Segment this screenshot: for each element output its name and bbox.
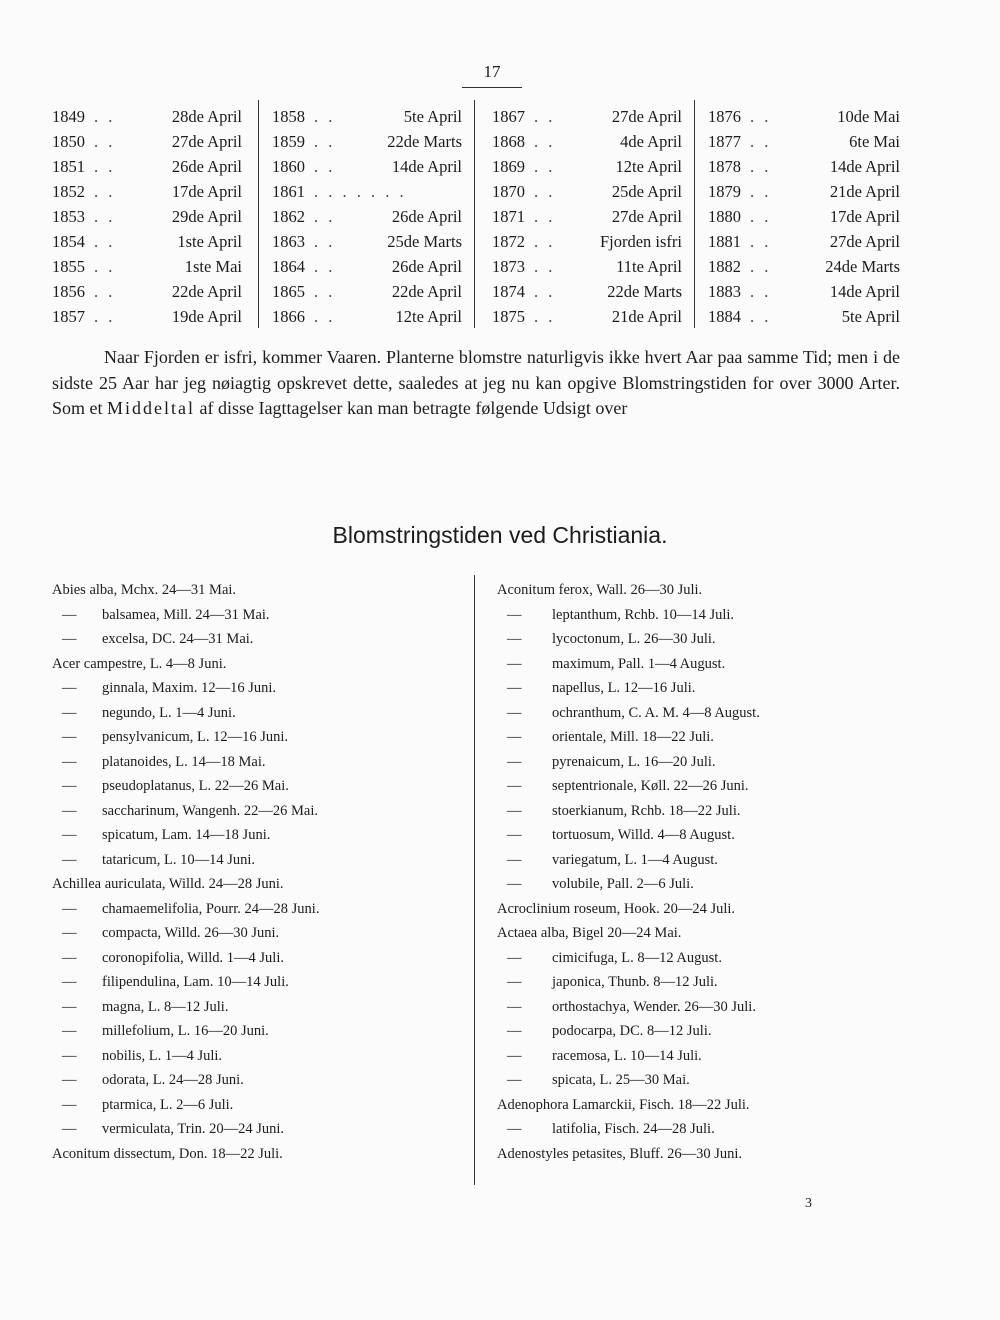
species-entry [52, 578, 462, 603]
species-text: negundo, L. 1—4 Juni. [102, 704, 236, 721]
year: 1881 [708, 232, 741, 251]
species-text: odorata, L. 24—28 Juni. [102, 1072, 244, 1088]
ditto-dash: — [507, 729, 522, 745]
species-entry [497, 970, 907, 995]
year: 1883 [708, 282, 741, 301]
year-row [272, 204, 462, 229]
species-text: nobilis, L. 1—4 Juli. [102, 1047, 223, 1064]
year: 1872 [492, 232, 525, 251]
year-row [272, 254, 462, 279]
ice-free-date: 14de April [391, 157, 462, 176]
species-entry [497, 921, 907, 946]
year: 1855 [52, 257, 85, 276]
species-text: millefolium, L. 16—20 Juni. [102, 1023, 269, 1039]
ditto-dash: — [62, 802, 77, 819]
species-entry [52, 848, 462, 873]
leader-dots: . . [94, 257, 116, 276]
column-divider [474, 575, 475, 1185]
species-entry [497, 1019, 907, 1044]
leader-dots: . . [314, 232, 336, 251]
ditto-dash: — [507, 974, 522, 990]
ditto-dash: — [62, 949, 77, 966]
year-row [272, 179, 462, 204]
species-entry [52, 921, 462, 946]
species-text: maximum, Pall. 1—4 August. [552, 655, 726, 672]
leader-dots: . . [314, 157, 336, 176]
species-entry [497, 872, 907, 897]
ice-free-date: 22de Marts [387, 132, 462, 151]
leader-dots: . . [750, 207, 772, 226]
species-text: orientale, Mill. 18—22 Juli. [552, 729, 714, 745]
year-row [52, 129, 242, 154]
ditto-dash: — [507, 1072, 522, 1088]
species-entry [52, 872, 462, 897]
ditto-dash: — [62, 704, 77, 721]
ice-free-date: 21de April [611, 307, 682, 326]
leader-dots: . . [750, 257, 772, 276]
leader-dots: . . [94, 232, 116, 251]
species-text: pseudoplatanus, L. 22—26 Mai. [102, 778, 289, 794]
year: 1861 [272, 182, 305, 201]
species-entry [52, 823, 462, 848]
leader-dots: . . [534, 232, 556, 251]
species-entry [497, 578, 907, 603]
leader-dots: . . [314, 282, 336, 301]
ice-free-date: 1ste April [177, 232, 242, 251]
species-text: variegatum, L. 1—4 August. [552, 851, 718, 868]
year-row [272, 154, 462, 179]
leader-dots: . . [534, 307, 556, 326]
species-entry [497, 603, 907, 628]
leader-dots: . . [314, 107, 336, 126]
ice-free-date: 27de April [611, 107, 682, 126]
leader-dots: . . [534, 107, 556, 126]
year-row [52, 104, 242, 129]
year: 1875 [492, 307, 525, 326]
column-divider [474, 100, 475, 328]
species-entry [52, 725, 462, 750]
ditto-dash: — [62, 1096, 77, 1113]
species-text: racemosa, L. 10—14 Juli. [552, 1047, 702, 1064]
year-row [272, 304, 462, 329]
year: 1870 [492, 182, 525, 201]
year-row [52, 154, 242, 179]
years-column-2 [272, 104, 462, 329]
ditto-dash: — [507, 1121, 522, 1137]
ice-free-date: 11te April [616, 257, 682, 276]
leader-dots: . . [750, 107, 772, 126]
leader-dots: . . [750, 132, 772, 151]
species-text: leptanthum, Rchb. 10—14 Juli. [552, 606, 735, 623]
species-text: balsamea, Mill. 24—31 Mai. [102, 606, 270, 623]
column-divider [694, 100, 695, 328]
species-entry [52, 701, 462, 726]
species-text: Aconitum ferox, Wall. 26—30 Juli. [497, 582, 703, 598]
ditto-dash: — [62, 729, 77, 745]
year-row [52, 229, 242, 254]
year: 1858 [272, 107, 305, 126]
species-text: compacta, Willd. 26—30 Juni. [102, 925, 280, 941]
year-row [52, 204, 242, 229]
leader-dots: . . [94, 107, 116, 126]
species-entry [52, 774, 462, 799]
year-row [272, 279, 462, 304]
year-row [492, 104, 682, 129]
ice-free-date: 29de April [171, 207, 242, 226]
year: 1868 [492, 132, 525, 151]
year-row [272, 229, 462, 254]
species-entry [52, 897, 462, 922]
species-text: septentrionale, Køll. 22—26 Juni. [552, 778, 749, 794]
ditto-dash: — [507, 704, 522, 721]
leader-dots: . . [314, 257, 336, 276]
years-column-3 [492, 104, 682, 329]
intro-text-a: Naar Fjorden er isfri, kommer Vaaren. Planterne blomstre naturligvis ikke hvert Aar paa samme Tid; men i de sidste 25 Aar har jeg nøiagtig opskrevet dette, saaledes at jeg nu kan opgive Blomstringstiden for over 3000 Arter. Som et [52, 347, 900, 418]
section-title: Blomstringstiden ved Christiania. [332, 522, 668, 548]
intro-text-b: af disse Iagttagelser kan man betragte følgende Udsigt over [195, 398, 628, 418]
page-number-rule [462, 87, 522, 88]
ice-free-date: 14de April [829, 282, 900, 301]
year: 1873 [492, 257, 525, 276]
year-row [492, 204, 682, 229]
year-row [492, 229, 682, 254]
years-column-4 [708, 104, 900, 329]
leader-dots: . . [314, 307, 336, 326]
ditto-dash: — [62, 998, 77, 1015]
ditto-dash: — [62, 925, 77, 941]
year: 1854 [52, 232, 85, 251]
species-entry [497, 652, 907, 677]
ditto-dash: — [507, 606, 522, 623]
species-text: tataricum, L. 10—14 Juni. [102, 851, 256, 868]
ditto-dash: — [507, 1047, 522, 1064]
ice-free-date: 5te April [841, 307, 900, 326]
leader-dots: . . [94, 307, 116, 326]
ditto-dash: — [507, 680, 522, 696]
ice-free-date: 12te April [615, 157, 682, 176]
species-entry [52, 946, 462, 971]
species-entry [52, 1044, 462, 1069]
year-row [492, 154, 682, 179]
species-text: platanoides, L. 14—18 Mai. [102, 753, 266, 770]
ice-free-date: 27de April [829, 232, 900, 251]
leader-dots: . . [534, 207, 556, 226]
ditto-dash: — [507, 827, 522, 843]
ice-free-date: 10de Mai [837, 107, 900, 126]
leader-dots: . . [534, 282, 556, 301]
species-entry [497, 946, 907, 971]
ditto-dash: — [507, 802, 522, 819]
species-text: ochranthum, C. A. M. 4—8 August. [552, 704, 760, 721]
ice-free-date: 22de April [391, 282, 462, 301]
year: 1879 [708, 182, 741, 201]
species-entry [52, 750, 462, 775]
year: 1878 [708, 157, 741, 176]
year: 1862 [272, 207, 305, 226]
ice-free-date: 6te Mai [849, 132, 900, 151]
year: 1876 [708, 107, 741, 126]
ditto-dash: — [62, 1121, 77, 1137]
year-row [52, 279, 242, 304]
species-entry [497, 750, 907, 775]
ice-free-date: 27de April [611, 207, 682, 226]
species-entry [52, 603, 462, 628]
ditto-dash: — [62, 606, 77, 623]
ditto-dash: — [507, 655, 522, 672]
species-entry [52, 1068, 462, 1093]
leader-dots: . . [534, 132, 556, 151]
ditto-dash: — [507, 876, 522, 892]
ice-free-date: 21de April [829, 182, 900, 201]
ditto-dash: — [507, 753, 522, 770]
species-entry [497, 799, 907, 824]
years-column-1 [52, 104, 242, 329]
ditto-dash: — [62, 974, 77, 990]
year-row [708, 229, 900, 254]
species-entry [52, 799, 462, 824]
ice-free-date: 12te April [395, 307, 462, 326]
intro-paragraph [52, 345, 900, 422]
ice-free-date: 17de April [171, 182, 242, 201]
species-entry [497, 1044, 907, 1069]
ice-free-date: 26de April [171, 157, 242, 176]
leader-dots: . . [534, 157, 556, 176]
species-text: stoerkianum, Rchb. 18—22 Juli. [552, 802, 741, 819]
species-entry [497, 848, 907, 873]
species-entry [497, 897, 907, 922]
ice-free-date: 26de April [391, 207, 462, 226]
year: 1852 [52, 182, 85, 201]
ice-free-date: 19de April [171, 307, 242, 326]
year: 1856 [52, 282, 85, 301]
year-row [492, 304, 682, 329]
year: 1864 [272, 257, 305, 276]
species-text: lycoctonum, L. 26—30 Juli. [552, 631, 716, 647]
species-entry [52, 1093, 462, 1118]
year: 1884 [708, 307, 741, 326]
ice-free-date: 25de April [611, 182, 682, 201]
species-text: coronopifolia, Willd. 1—4 Juli. [102, 949, 284, 966]
species-entry [497, 823, 907, 848]
leader-dots: . . [94, 132, 116, 151]
year: 1849 [52, 107, 85, 126]
species-text: tortuosum, Willd. 4—8 August. [552, 827, 735, 843]
year-row [52, 304, 242, 329]
species-text: spicatum, Lam. 14—18 Juni. [102, 827, 271, 843]
year-row [492, 129, 682, 154]
species-text: magna, L. 8—12 Juli. [102, 998, 229, 1015]
species-entry [52, 652, 462, 677]
species-text: volubile, Pall. 2—6 Juli. [552, 876, 694, 892]
year-row [272, 104, 462, 129]
ditto-dash: — [507, 851, 522, 868]
species-entry [497, 627, 907, 652]
ice-free-date: 27de April [171, 132, 242, 151]
year-row [708, 179, 900, 204]
species-entry [497, 1068, 907, 1093]
species-entry [497, 676, 907, 701]
species-text: podocarpa, DC. 8—12 Juli. [552, 1023, 712, 1039]
ditto-dash: — [507, 631, 522, 647]
year: 1851 [52, 157, 85, 176]
species-entry [52, 627, 462, 652]
species-entry [52, 676, 462, 701]
ditto-dash: — [62, 778, 77, 794]
ditto-dash: — [62, 851, 77, 868]
species-text: Adenophora Lamarckii, Fisch. 18—22 Juli. [497, 1096, 750, 1113]
species-text: filipendulina, Lam. 10—14 Juli. [102, 974, 289, 990]
leader-dots: . . [750, 282, 772, 301]
year-row [492, 254, 682, 279]
year: 1863 [272, 232, 305, 251]
ice-free-date: 24de Marts [825, 257, 900, 276]
species-text: Aconitum dissectum, Don. 18—22 Juli. [52, 1145, 283, 1162]
year: 1874 [492, 282, 525, 301]
year: 1865 [272, 282, 305, 301]
leader-dots: . . . . . . . [314, 182, 407, 201]
species-text: ginnala, Maxim. 12—16 Juni. [102, 680, 276, 696]
ice-free-date: 25de Marts [387, 232, 462, 251]
leader-dots: . . [750, 182, 772, 201]
column-divider [258, 100, 259, 328]
year: 1853 [52, 207, 85, 226]
leader-dots: . . [94, 207, 116, 226]
ice-free-date: 4de April [620, 132, 682, 151]
leader-dots: . . [314, 207, 336, 226]
species-text: Achillea auriculata, Willd. 24—28 Juni. [52, 876, 284, 892]
ice-free-date: 5te April [403, 107, 462, 126]
year-row [708, 129, 900, 154]
species-list-left [52, 578, 462, 1166]
ditto-dash: — [507, 778, 522, 794]
intro-text-spaced: Middeltal [107, 398, 196, 418]
year: 1867 [492, 107, 525, 126]
ditto-dash: — [62, 631, 77, 647]
year-row [52, 254, 242, 279]
year: 1859 [272, 132, 305, 151]
species-text: Acer campestre, L. 4—8 Juni. [52, 655, 227, 672]
leader-dots: . . [94, 282, 116, 301]
ditto-dash: — [62, 900, 77, 917]
year: 1882 [708, 257, 741, 276]
species-entry [52, 1142, 462, 1167]
leader-dots: . . [750, 232, 772, 251]
species-text: Abies alba, Mchx. 24—31 Mai. [52, 582, 237, 598]
year: 1880 [708, 207, 741, 226]
year-row [708, 304, 900, 329]
ditto-dash: — [62, 1047, 77, 1064]
species-text: latifolia, Fisch. 24—28 Juli. [552, 1121, 715, 1137]
year: 1857 [52, 307, 85, 326]
ditto-dash: — [62, 827, 77, 843]
species-entry [52, 995, 462, 1020]
year-row [708, 279, 900, 304]
page-number: 17 [483, 62, 501, 81]
year-row [492, 279, 682, 304]
ice-free-date: 22de Marts [607, 282, 682, 301]
ditto-dash: — [62, 1023, 77, 1039]
species-text: pyrenaicum, L. 16—20 Juli. [552, 753, 716, 770]
species-entry [52, 1019, 462, 1044]
ditto-dash: — [507, 1023, 522, 1039]
species-text: napellus, L. 12—16 Juli. [552, 680, 696, 696]
species-entry [497, 701, 907, 726]
leader-dots: . . [94, 157, 116, 176]
year: 1860 [272, 157, 305, 176]
leader-dots: . . [750, 157, 772, 176]
species-text: saccharinum, Wangenh. 22—26 Mai. [102, 802, 319, 819]
species-entry [497, 774, 907, 799]
species-entry [52, 1117, 462, 1142]
species-entry [52, 970, 462, 995]
ice-free-date: 14de April [829, 157, 900, 176]
species-entry [497, 1117, 907, 1142]
species-text: spicata, L. 25—30 Mai. [552, 1072, 690, 1088]
species-text: Actaea alba, Bigel 20—24 Mai. [497, 925, 682, 941]
ice-free-date: 22de April [171, 282, 242, 301]
ice-free-date: Fjorden isfri [599, 232, 682, 251]
leader-dots: . . [94, 182, 116, 201]
species-list-right [497, 578, 907, 1166]
year-row [708, 204, 900, 229]
year-row [708, 254, 900, 279]
species-text: chamaemelifolia, Pourr. 24—28 Juni. [102, 900, 320, 917]
species-text: orthostachya, Wender. 26—30 Juli. [552, 998, 756, 1015]
ditto-dash: — [507, 998, 522, 1015]
ice-free-date: 26de April [391, 257, 462, 276]
species-text: Adenostyles petasites, Bluff. 26—30 Juni. [497, 1145, 743, 1162]
leader-dots: . . [534, 182, 556, 201]
ditto-dash: — [507, 949, 522, 966]
species-text: ptarmica, L. 2—6 Juli. [102, 1096, 234, 1113]
ice-free-date: 1ste Mai [184, 257, 242, 276]
year: 1871 [492, 207, 525, 226]
year-row [52, 179, 242, 204]
species-text: excelsa, DC. 24—31 Mai. [102, 631, 254, 647]
species-text: japonica, Thunb. 8—12 Juli. [552, 974, 718, 990]
year: 1869 [492, 157, 525, 176]
species-entry [497, 1142, 907, 1167]
leader-dots: . . [534, 257, 556, 276]
species-text: vermiculata, Trin. 20—24 Juni. [102, 1121, 285, 1137]
species-entry [497, 725, 907, 750]
species-entry [497, 1093, 907, 1118]
year-row [492, 179, 682, 204]
year-row [708, 104, 900, 129]
sheet-number: 3 [805, 1196, 812, 1211]
year-row [272, 129, 462, 154]
year-row [708, 154, 900, 179]
species-entry [497, 995, 907, 1020]
species-text: cimicifuga, L. 8—12 August. [552, 949, 722, 966]
ice-free-date: 28de April [171, 107, 242, 126]
ditto-dash: — [62, 680, 77, 696]
ditto-dash: — [62, 1072, 77, 1088]
year: 1866 [272, 307, 305, 326]
leader-dots: . . [314, 132, 336, 151]
species-text: pensylvanicum, L. 12—16 Juni. [102, 729, 289, 745]
ice-free-date: 17de April [829, 207, 900, 226]
species-text: Acroclinium roseum, Hook. 20—24 Juli. [497, 900, 736, 917]
year: 1850 [52, 132, 85, 151]
leader-dots: . . [750, 307, 772, 326]
ditto-dash: — [62, 753, 77, 770]
year: 1877 [708, 132, 741, 151]
